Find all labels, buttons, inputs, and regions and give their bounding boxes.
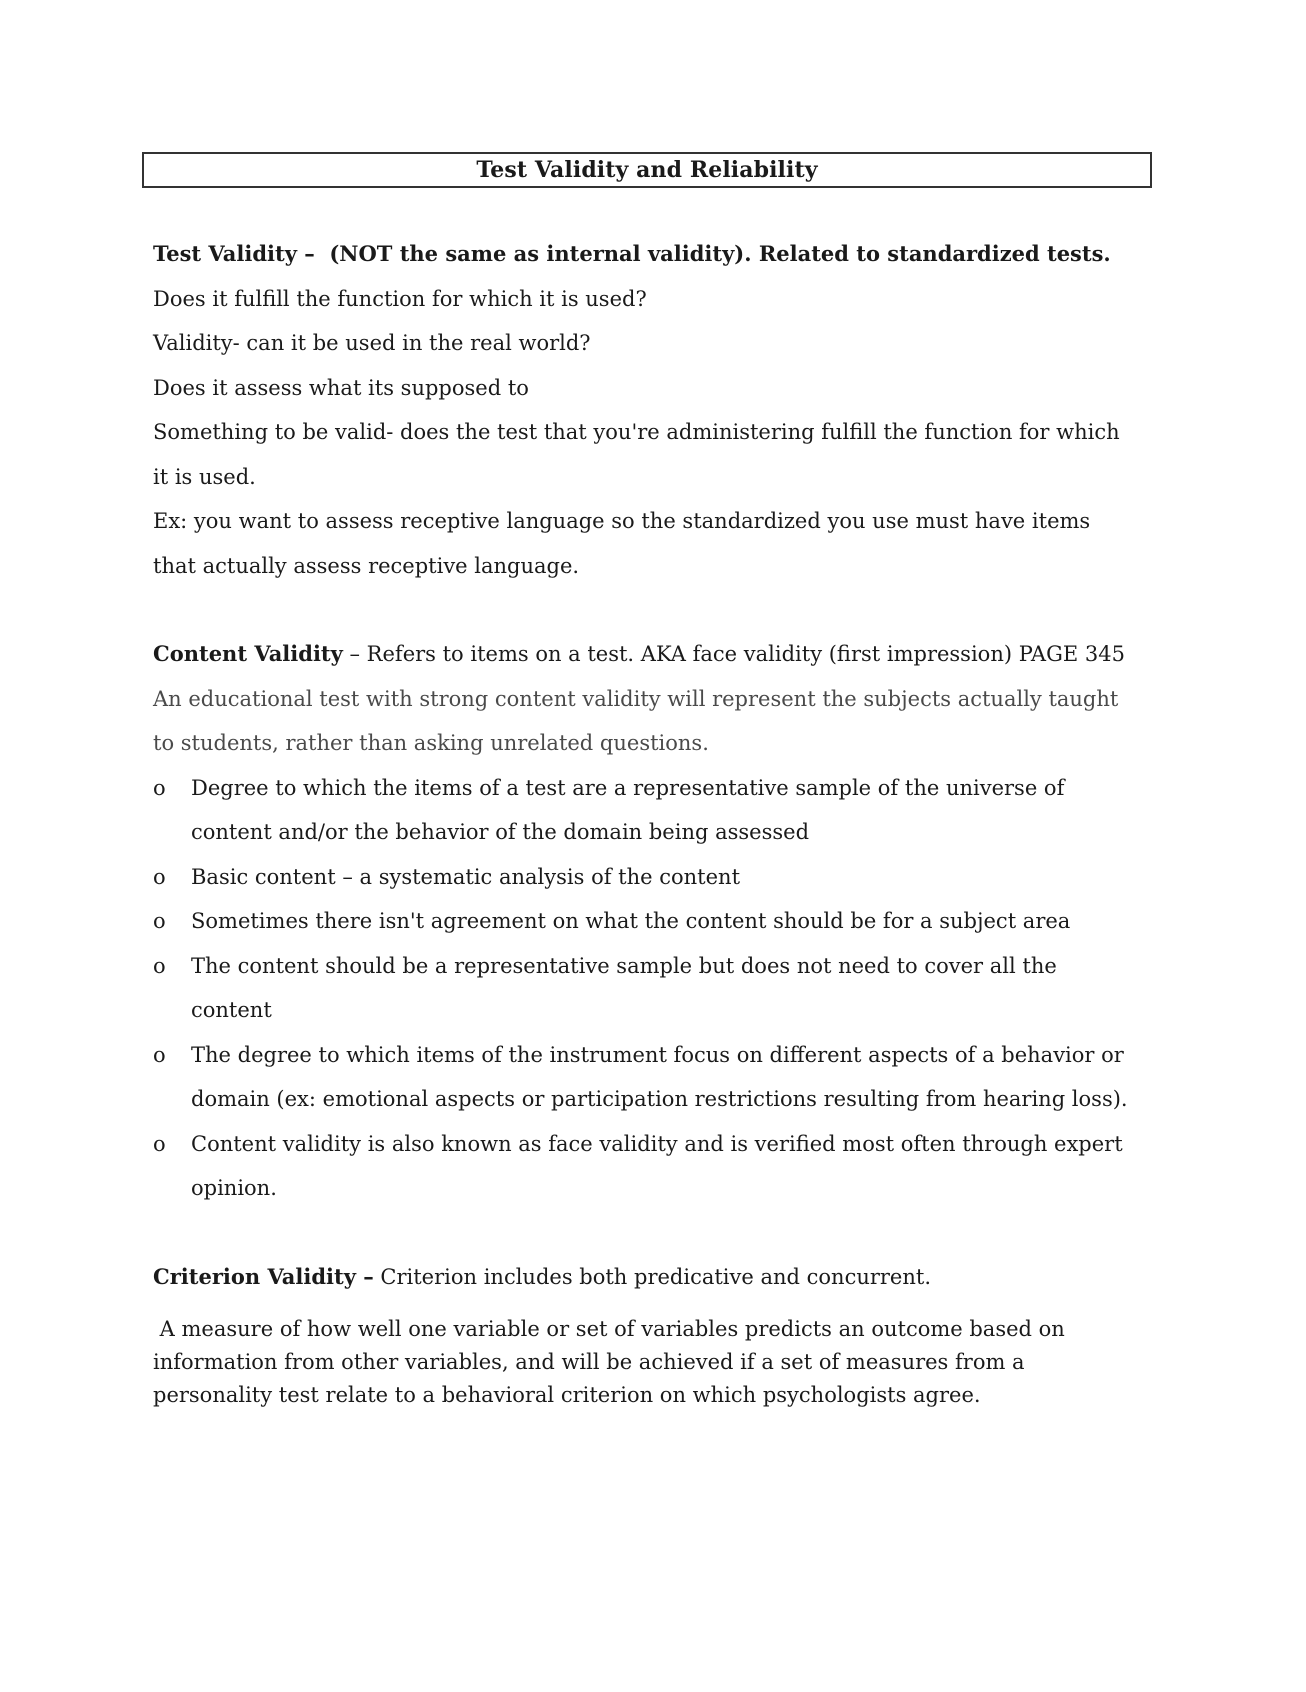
test-validity-heading: Test Validity – (NOT the same as internal validity). Related to standardized tests. [153, 241, 1111, 266]
bullet-marker: o [153, 1131, 166, 1156]
bullet-marker: o [153, 1042, 166, 1067]
title-box [142, 152, 1152, 188]
criterion-validity-heading: Criterion Validity – Criterion includes both predicative and concurrent. [153, 1263, 931, 1289]
page-title: Test Validity and Reliability [476, 157, 818, 183]
bullet-item: o Content validity is also known as face validity and is verified most often through expert opinion. [153, 1122, 1153, 1211]
test-validity-line: Something to be valid- does the test that you're administering fulfill the function for which [153, 420, 1120, 444]
bullet-item: o The content should be a representative sample but does not need to cover all the content [153, 944, 1153, 1033]
bullet-item: o Degree to which the items of a test are a representative sample of the universe of content and/or the behavior of the domain being assessed [153, 766, 1153, 855]
criterion-validity-paragraph: A measure of how well one variable or set of variables predicts an outcome based on information from other variables, and will be achieved if a set of measures from a personality test relate to a behavioral criterion on which psychologists agree. [153, 1317, 1065, 1407]
test-validity-line: Does it fulfill the function for which it is used? [153, 286, 647, 311]
document-body [153, 232, 1153, 1412]
content-validity-description: An educational test with strong content validity will represent the subjects actually taught [153, 686, 1119, 711]
criterion-validity-section [153, 1255, 1153, 1413]
test-validity-line: it is used. [153, 464, 256, 489]
bullet-item: o The degree to which items of the instrument focus on different aspects of a behavior or domain (ex: emotional aspects or participation restrictions resulting from hearing loss). [153, 1033, 1153, 1122]
content-validity-description: to students, rather than asking unrelated questions. [153, 731, 709, 755]
content-validity-section [153, 632, 1153, 1211]
test-validity-line: Ex: you want to assess receptive language so the standardized you use must have items [153, 509, 1091, 533]
bullet-marker: o [153, 909, 166, 933]
content-validity-heading: Content Validity – Refers to items on a test. AKA face validity (first impression) PAGE 345 [153, 641, 1125, 666]
bullet-marker: o [153, 864, 166, 889]
test-validity-section [153, 232, 1153, 588]
test-validity-line: Does it assess what its supposed to [153, 375, 529, 400]
test-validity-line: Validity- can it be used in the real world? [153, 331, 591, 355]
bullet-item: o Basic content – a systematic analysis of the content [153, 855, 1153, 900]
test-validity-line: that actually assess receptive language. [153, 553, 580, 578]
bullet-item: o Sometimes there isn't agreement on what the content should be for a subject area [153, 899, 1153, 944]
content-validity-bullets [153, 766, 1153, 1211]
bullet-marker: o [153, 953, 166, 978]
bullet-marker: o [153, 775, 166, 800]
